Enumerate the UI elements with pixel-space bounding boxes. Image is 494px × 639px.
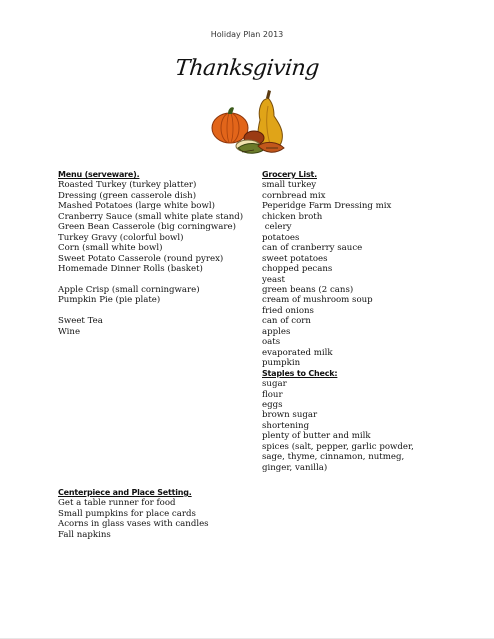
- staple-item: spices (salt, pepper, garlic powder,: [262, 441, 414, 452]
- grocery-column: [262, 170, 462, 473]
- staple-item: sage, thyme, cinnamon, nutmeg,: [262, 452, 405, 463]
- grocery-item: potatoes: [262, 232, 300, 243]
- staple-item: plenty of butter and milk: [262, 431, 371, 442]
- staple-item: flour: [262, 389, 283, 400]
- menu-heading: Menu (serveware).: [58, 170, 140, 179]
- staple-item: eggs: [262, 399, 283, 410]
- menu-item: Green Bean Casserole (big corningware): [58, 222, 236, 233]
- grocery-item: Peperidge Farm Dressing mix: [262, 201, 392, 212]
- grocery-item: can of corn: [262, 316, 311, 327]
- grocery-item: sweet potatoes: [262, 253, 328, 264]
- centerpiece-item: Acorns in glass vases with candles: [58, 519, 209, 530]
- menu-column: [58, 170, 258, 337]
- staples-heading: Staples to Check:: [262, 368, 338, 378]
- menu-item: Cranberry Sauce (small white plate stand): [58, 211, 244, 222]
- grocery-item: oats: [262, 337, 281, 348]
- drink-item: Wine: [58, 326, 81, 337]
- staple-item: shortening: [262, 420, 310, 431]
- grocery-item: can of cranberry sauce: [262, 243, 363, 254]
- menu-item: Corn (small white bowl): [58, 243, 163, 254]
- spacer: [58, 275, 258, 285]
- menu-item: Mashed Potatoes (large white bowl): [58, 201, 215, 212]
- grocery-item: evaporated milk: [262, 347, 333, 358]
- centerpiece-section: [58, 488, 298, 540]
- drink-item: Sweet Tea: [58, 316, 103, 327]
- pumpkin-gourd-autumn-icon: [208, 86, 290, 160]
- centerpiece-item: Small pumpkins for place cards: [58, 508, 196, 519]
- grocery-item: chicken broth: [262, 211, 323, 222]
- grocery-item: apples: [262, 326, 291, 337]
- page-title: Thanksgiving: [173, 56, 321, 81]
- spacer: [58, 306, 258, 316]
- document-header: Holiday Plan 2013: [210, 30, 284, 39]
- grocery-item: pumpkin: [262, 358, 301, 369]
- dessert-item: Apple Crisp (small corningware): [58, 284, 200, 295]
- dessert-item: Pumpkin Pie (pie plate): [58, 295, 161, 306]
- grocery-item: small turkey: [262, 180, 317, 191]
- staple-item: sugar: [262, 379, 287, 390]
- staple-item: brown sugar: [262, 410, 318, 421]
- grocery-item: fried onions: [262, 305, 314, 316]
- grocery-item: chopped pecans: [262, 264, 333, 275]
- grocery-item: celery: [262, 222, 292, 233]
- grocery-item: cream of mushroom soup: [262, 295, 373, 306]
- menu-item: Turkey Gravy (colorful bowl): [58, 232, 184, 243]
- staple-item: ginger, vanilla): [262, 462, 328, 473]
- centerpiece-item: Fall napkins: [58, 529, 111, 540]
- menu-item: Roasted Turkey (turkey platter): [58, 180, 197, 191]
- grocery-item: green beans (2 cans): [262, 284, 354, 295]
- grocery-item: yeast: [262, 274, 285, 285]
- grocery-heading: Grocery List.: [262, 170, 317, 179]
- centerpiece-heading: Centerpiece and Place Setting.: [58, 488, 192, 497]
- menu-item: Homemade Dinner Rolls (basket): [58, 264, 203, 275]
- centerpiece-item: Get a table runner for food: [58, 498, 176, 509]
- menu-item: Sweet Potato Casserole (round pyrex): [58, 253, 224, 264]
- menu-item: Dressing (green casserole dish): [58, 190, 197, 201]
- grocery-item: cornbread mix: [262, 190, 326, 201]
